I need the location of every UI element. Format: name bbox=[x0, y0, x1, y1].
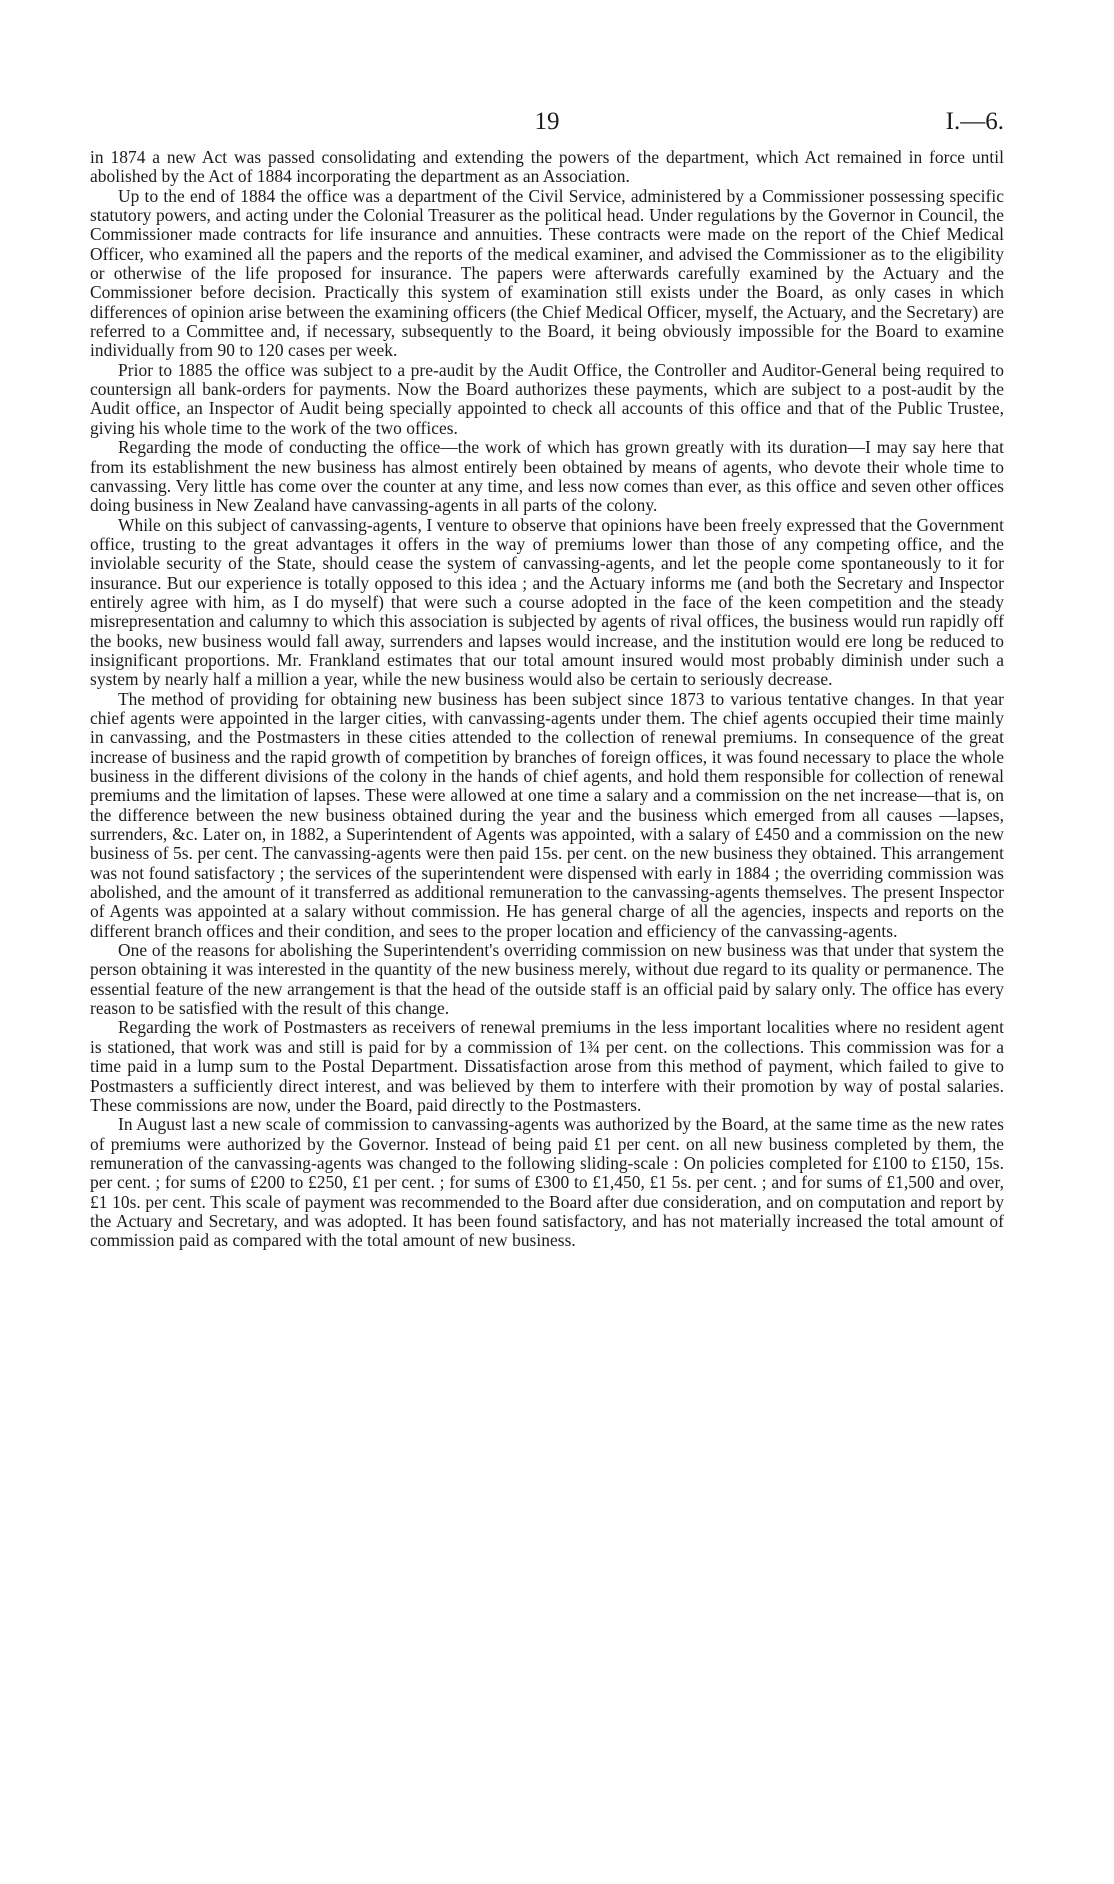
page-header bbox=[90, 108, 1004, 148]
document-reference: I.—6. bbox=[945, 108, 1004, 135]
paragraph: Up to the end of 1884 the office was a department of the Civil Service, administered by a Commissioner possessing specific statutory powers, and acting under the Colonial Treasurer as the political head. Under regulations by the Governor in Council, the Commissioner made contracts for life insurance and annuities. These contracts were made on the report of the Chief Medical Officer, who examined all the papers and the reports of the medical examiner, and advised the Commissioner as to the eligibility or otherwise of the life proposed for insurance. The papers were afterwards carefully examined by the Actuary and the Commissioner before decision. Practically this system of examination still exists under the Board, as only cases in which differences of opinion arise between the examining officers (the Chief Medical Officer, myself, the Actuary, and the Secretary) are referred to a Committee and, if necessary, subsequently to the Board, it being obviously impossible for the Board to examine individually from 90 to 120 cases per week. bbox=[90, 185, 1004, 361]
paragraph: Prior to 1885 the office was subject to a pre-audit by the Audit Office, the Controller and Auditor-General being required to countersign all bank-orders for payments. Now the Board authorizes these payments, which are subject to a post-audit by the Audit office, an Inspector of Audit being specially appointed to check all accounts of this office and that of the Public Trustee, giving his whole time to the work of the two offices. bbox=[90, 359, 1004, 438]
paragraph: While on this subject of canvassing-agents, I venture to observe that opinions have been freely expressed that the Government office, trusting to the great advantages it offers in the way of premiums lower than those of any competing office, and the inviolable security of the State, should cease the system of canvassing-agents, and let the people come spontaneously to it for insurance. But our experience is totally opposed to this idea ; and the Actuary informs me (and both the Secretary and Inspector entirely agree with him, as I do myself) that were such a course adopted in the face of the keen competition and the steady misrepresentation and calumny to which this association is subjected by agents of rival offices, the business would run rapidly off the books, new business would fall away, surrenders and lapses would increase, and the institution would ere long be reduced to insignificant proportions. Mr. Frankland estimates that our total amount insured would most probably diminish under such a system by nearly half a million a year, while the new business would also be certain to seriously decrease. bbox=[90, 514, 1004, 690]
body-text bbox=[90, 148, 1004, 1251]
page-number: 19 bbox=[534, 108, 560, 135]
paragraph: The method of providing for obtaining new business has been subject since 1873 to various tentative changes. In that year chief agents were appointed in the larger cities, with canvassing-agents under them. The chief agents occupied their time mainly in canvassing, and the Postmasters in these cities attended to the collection of renewal premiums. In consequence of the great increase of business and the rapid growth of competition by branches of foreign offices, it was found necessary to place the whole business in the different divisions of the colony in the hands of chief agents, and hold them responsible for collection of renewal premiums and the limitation of lapses. These were allowed at one time a salary and a commission on the net increase—that is, on the difference between the new business obtained during the year and the business which emerged from all causes —lapses, surrenders, &c. Later on, in 1882, a Superintendent of Agents was appointed, with a salary of £450 and a commission on the new business of 5s. per cent. The canvassing-agents were then paid 15s. per cent. on the new business they obtained. This arrangement was not found satisfactory ; the services of the superintendent were dispensed with early in 1884 ; the overriding commission was abolished, and the amount of it transferred as additional remuneration to the canvassing-agents themselves. The present Inspector of Agents was appointed at a salary without commission. He has general charge of all the agencies, inspects and reports on the different branch offices and their condition, and sees to the proper location and efficiency of the canvassing-agents. bbox=[90, 688, 1004, 941]
document-page bbox=[90, 108, 1004, 1251]
paragraph-continuation: in 1874 a new Act was passed consolidating and extending the powers of the department, which Act remained in force until abolished by the Act of 1884 incorporating the department as an Association. bbox=[90, 147, 1004, 187]
paragraph: One of the reasons for abolishing the Superintendent's overriding commission on new business was that under that system the person obtaining it was interested in the quantity of the new business merely, without due regard to its quality or permanence. The essential feature of the new arrangement is that the head of the outside staff is an official paid by salary only. The office has every reason to be satisfied with the result of this change. bbox=[90, 940, 1004, 1019]
paragraph: Regarding the work of Postmasters as receivers of renewal premiums in the less important localities where no resident agent is stationed, that work was and still is paid for by a commission of 1¾ per cent. on the collections. This commission was for a time paid in a lump sum to the Postal Department. Dissatisfaction arose from this method of payment, which failed to give to Postmasters a sufficiently direct interest, and was believed by them to interfere with their promotion by way of postal salaries. These commissions are now, under the Board, paid directly to the Postmasters. bbox=[90, 1017, 1004, 1115]
paragraph: Regarding the mode of conducting the office—the work of which has grown greatly with its duration—I may say here that from its establishment the new business has almost entirely been obtained by means of agents, who devote their whole time to canvassing. Very little has come over the counter at any time, and less now comes than ever, as this office and seven other offices doing business in New Zealand have canvassing-agents in all parts of the colony. bbox=[90, 437, 1004, 516]
paragraph: In August last a new scale of commission to canvassing-agents was authorized by the Board, at the same time as the new rates of premiums were authorized by the Governor. Instead of being paid £1 per cent. on all new business completed by them, the remuneration of the canvassing-agents was changed to the following sliding-scale : On policies completed for £100 to £150, 15s. per cent. ; for sums of £200 to £250, £1 per cent. ; for sums of £300 to £1,450, £1 5s. per cent. ; and for sums of £1,500 and over, £1 10s. per cent. This scale of payment was recommended to the Board after due consideration, and on computation and report by the Actuary and Secretary, and was adopted. It has been found satisfactory, and has not materially increased the total amount of commission paid as compared with the total amount of new business. bbox=[90, 1114, 1004, 1251]
